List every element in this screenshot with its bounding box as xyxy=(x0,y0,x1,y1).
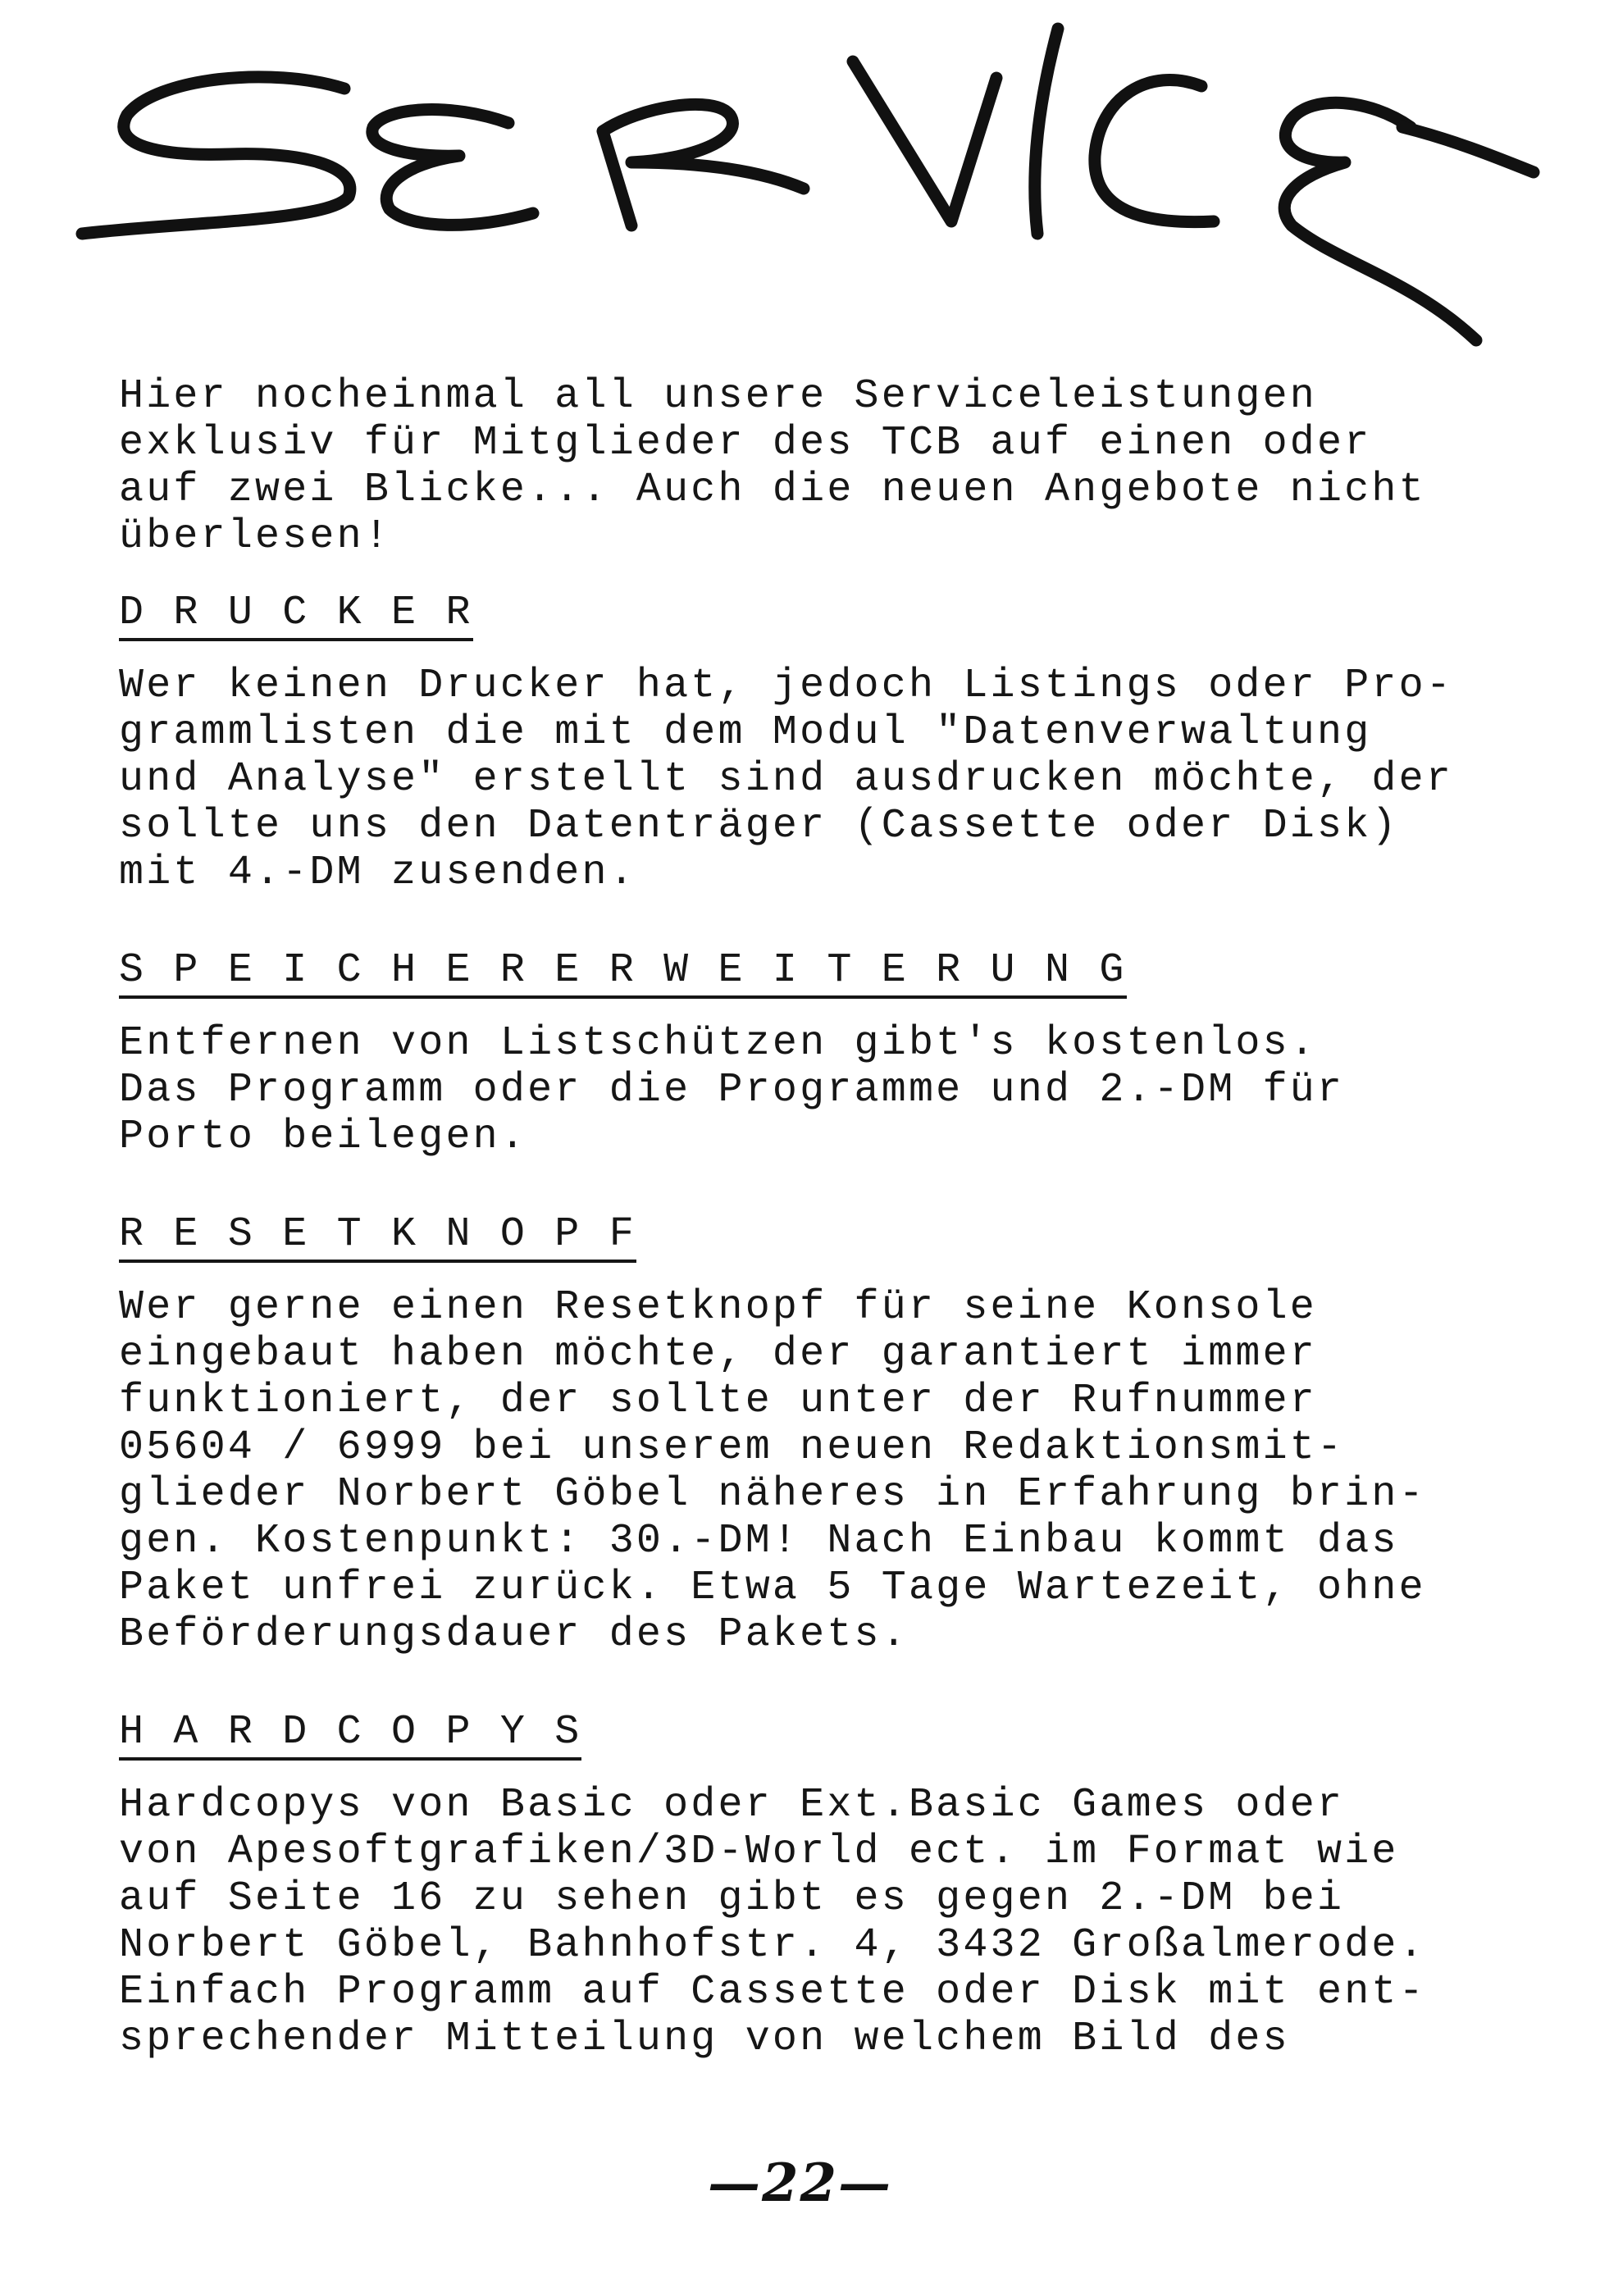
section-heading: R E S E T K N O P F xyxy=(119,1211,636,1263)
section-speichererweiterung xyxy=(119,947,1529,1160)
section-body: Wer gerne einen Resetknopf für seine Konsole eingebaut haben möchte, der garantiert immer funktioniert, der sollte unter der Rufnummer 05604 / 6999 bei unserem neuen Redaktionsmit- glieder Norbert Göbel näheres in Erfahrung brin- gen. Kostenpunkt: 30.-DM! Nach Einbau kommt das Paket unfrei zurück. Etwa 5 Tage Wartezeit, ohne Beförderungsdauer des Pakets. xyxy=(119,1284,1426,1658)
page-title xyxy=(66,16,1558,361)
title-letter-s xyxy=(82,77,350,234)
section-resetknopf xyxy=(119,1211,1529,1658)
intro-paragraph: Hier nocheinmal all unsere Serviceleistungen exklusiv für Mitglieder des TCB auf einen oder auf zwei Blicke... Auch die neuen Angebote nicht überlesen! xyxy=(119,373,1426,560)
section-body: Hardcopys von Basic oder Ext.Basic Games oder von Apesoftgrafiken/3D-World ect. im Format wie auf Seite 16 zu sehen gibt es gegen 2.-DM bei Norbert Göbel, Bahnhofstr. 4, 3432 Großalmerode. Einfach Programm auf Cassette oder Disk mit ent- sprechender Mitteilung von welchem Bild des xyxy=(119,1782,1426,2062)
title-letter-e2-arm xyxy=(1402,127,1534,172)
section-heading: D R U C K E R xyxy=(119,590,473,641)
page-title-text: SERVICE xyxy=(66,19,101,28)
section-heading: S P E I C H E R E R W E I T E R U N G xyxy=(119,947,1127,999)
section-heading: H A R D C O P Y S xyxy=(119,1709,581,1761)
title-letter-v xyxy=(853,61,996,221)
title-letter-e xyxy=(372,110,533,226)
section-body: Entfernen von Listschützen gibt's kostenlos. Das Programm oder die Programme und 2.-DM für Porto beilegen. xyxy=(119,1020,1345,1160)
title-letter-c xyxy=(1095,80,1214,222)
section-drucker xyxy=(119,590,1529,896)
section-hardcopys xyxy=(119,1709,1529,2062)
page-number: —22— xyxy=(707,2152,893,2214)
page-content xyxy=(119,373,1529,2062)
title-letter-r xyxy=(603,104,804,226)
section-body: Wer keinen Drucker hat, jedoch Listings oder Pro- grammlisten die mit dem Modul "Datenverwaltung und Analyse" erstellt sind ausdrucken möchte, der sollte uns den Datenträger (Cassette oder Disk) mit 4.-DM zusenden. xyxy=(119,663,1454,896)
title-letter-i xyxy=(1035,29,1058,234)
